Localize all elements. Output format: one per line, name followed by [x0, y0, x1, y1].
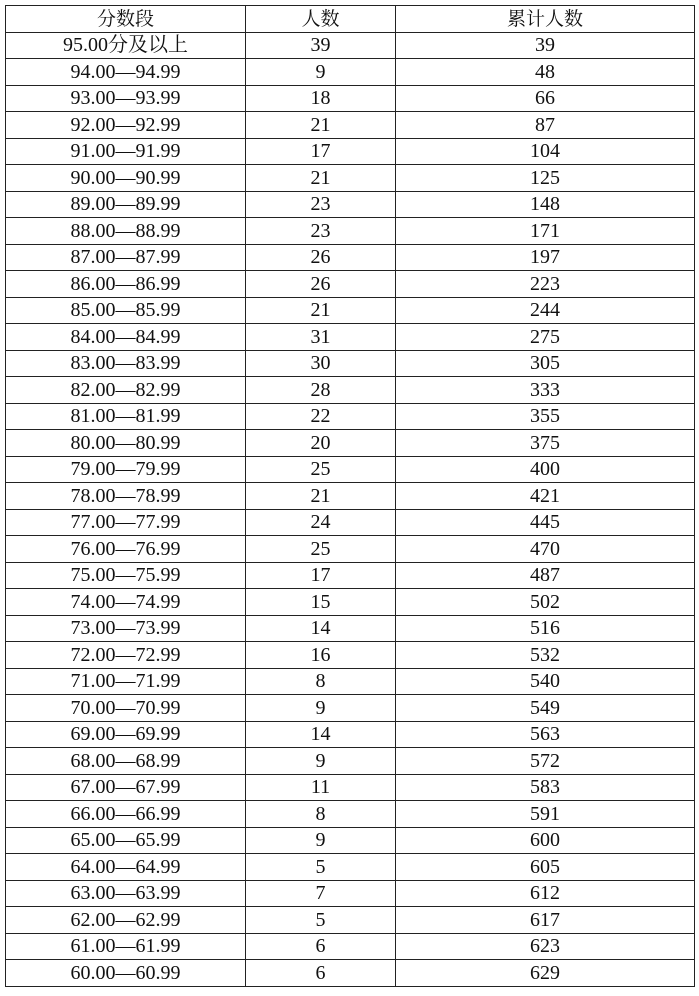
header-score-range: 分数段 — [6, 6, 246, 33]
cumulative-count-cell: 487 — [396, 562, 695, 589]
count-cell: 6 — [246, 960, 396, 987]
table-row — [6, 668, 695, 695]
table-row — [6, 430, 695, 457]
cumulative-count-cell: 572 — [396, 748, 695, 775]
score-range-cell: 85.00—85.99 — [6, 297, 246, 324]
table-row — [6, 138, 695, 165]
cumulative-count-cell: 583 — [396, 774, 695, 801]
score-range-cell: 81.00—81.99 — [6, 403, 246, 430]
cumulative-count-cell: 400 — [396, 456, 695, 483]
table-row — [6, 827, 695, 854]
cumulative-count-cell: 125 — [396, 165, 695, 192]
count-cell: 31 — [246, 324, 396, 351]
cumulative-count-cell: 66 — [396, 85, 695, 112]
score-range-cell: 71.00—71.99 — [6, 668, 246, 695]
table-row — [6, 112, 695, 139]
count-cell: 25 — [246, 536, 396, 563]
count-cell: 9 — [246, 827, 396, 854]
count-cell: 21 — [246, 112, 396, 139]
cumulative-count-cell: 623 — [396, 933, 695, 960]
count-cell: 21 — [246, 483, 396, 510]
table-header-row — [6, 6, 695, 33]
score-range-cell: 63.00—63.99 — [6, 880, 246, 907]
score-range-cell: 61.00—61.99 — [6, 933, 246, 960]
score-distribution-table — [5, 5, 695, 987]
cumulative-count-cell: 549 — [396, 695, 695, 722]
table-row — [6, 191, 695, 218]
cumulative-count-cell: 333 — [396, 377, 695, 404]
count-cell: 15 — [246, 589, 396, 616]
score-range-cell: 70.00—70.99 — [6, 695, 246, 722]
cumulative-count-cell: 171 — [396, 218, 695, 245]
count-cell: 9 — [246, 748, 396, 775]
score-range-cell: 87.00—87.99 — [6, 244, 246, 271]
cumulative-count-cell: 629 — [396, 960, 695, 987]
count-cell: 11 — [246, 774, 396, 801]
count-cell: 23 — [246, 191, 396, 218]
count-cell: 9 — [246, 695, 396, 722]
count-cell: 14 — [246, 721, 396, 748]
table-row — [6, 244, 695, 271]
table-row — [6, 509, 695, 536]
count-cell: 26 — [246, 244, 396, 271]
table-row — [6, 562, 695, 589]
score-range-cell: 65.00—65.99 — [6, 827, 246, 854]
cumulative-count-cell: 39 — [396, 32, 695, 59]
score-range-cell: 86.00—86.99 — [6, 271, 246, 298]
score-range-cell: 66.00—66.99 — [6, 801, 246, 828]
table-row — [6, 721, 695, 748]
table-row — [6, 933, 695, 960]
table-row — [6, 615, 695, 642]
count-cell: 9 — [246, 59, 396, 86]
score-range-cell: 77.00—77.99 — [6, 509, 246, 536]
table-row — [6, 456, 695, 483]
count-cell: 8 — [246, 668, 396, 695]
count-cell: 21 — [246, 297, 396, 324]
table-row — [6, 350, 695, 377]
score-range-cell: 92.00—92.99 — [6, 112, 246, 139]
cumulative-count-cell: 148 — [396, 191, 695, 218]
cumulative-count-cell: 591 — [396, 801, 695, 828]
table-row — [6, 483, 695, 510]
table-row — [6, 854, 695, 881]
count-cell: 22 — [246, 403, 396, 430]
cumulative-count-cell: 540 — [396, 668, 695, 695]
score-range-cell: 76.00—76.99 — [6, 536, 246, 563]
cumulative-count-cell: 48 — [396, 59, 695, 86]
count-cell: 8 — [246, 801, 396, 828]
score-range-cell: 75.00—75.99 — [6, 562, 246, 589]
table-row — [6, 297, 695, 324]
count-cell: 20 — [246, 430, 396, 457]
cumulative-count-cell: 563 — [396, 721, 695, 748]
table-row — [6, 695, 695, 722]
cumulative-count-cell: 223 — [396, 271, 695, 298]
count-cell: 24 — [246, 509, 396, 536]
table-row — [6, 589, 695, 616]
table-row — [6, 324, 695, 351]
table-row — [6, 165, 695, 192]
table-row — [6, 85, 695, 112]
count-cell: 17 — [246, 138, 396, 165]
cumulative-count-cell: 600 — [396, 827, 695, 854]
table-row — [6, 774, 695, 801]
count-cell: 25 — [246, 456, 396, 483]
score-range-cell: 64.00—64.99 — [6, 854, 246, 881]
score-range-cell: 83.00—83.99 — [6, 350, 246, 377]
cumulative-count-cell: 275 — [396, 324, 695, 351]
table-row — [6, 907, 695, 934]
cumulative-count-cell: 605 — [396, 854, 695, 881]
score-range-cell: 73.00—73.99 — [6, 615, 246, 642]
cumulative-count-cell: 617 — [396, 907, 695, 934]
cumulative-count-cell: 244 — [396, 297, 695, 324]
table-row — [6, 748, 695, 775]
cumulative-count-cell: 305 — [396, 350, 695, 377]
table-row — [6, 218, 695, 245]
score-range-cell: 72.00—72.99 — [6, 642, 246, 669]
cumulative-count-cell: 197 — [396, 244, 695, 271]
table-row — [6, 880, 695, 907]
table-row — [6, 403, 695, 430]
score-range-cell: 89.00—89.99 — [6, 191, 246, 218]
count-cell: 5 — [246, 854, 396, 881]
cumulative-count-cell: 502 — [396, 589, 695, 616]
score-range-cell: 94.00—94.99 — [6, 59, 246, 86]
count-cell: 26 — [246, 271, 396, 298]
header-count: 人数 — [246, 6, 396, 33]
table-row — [6, 536, 695, 563]
cumulative-count-cell: 612 — [396, 880, 695, 907]
table-row — [6, 377, 695, 404]
score-range-cell: 82.00—82.99 — [6, 377, 246, 404]
cumulative-count-cell: 104 — [396, 138, 695, 165]
cumulative-count-cell: 516 — [396, 615, 695, 642]
count-cell: 23 — [246, 218, 396, 245]
cumulative-count-cell: 355 — [396, 403, 695, 430]
count-cell: 17 — [246, 562, 396, 589]
table-row — [6, 642, 695, 669]
score-range-cell: 68.00—68.99 — [6, 748, 246, 775]
header-cumulative-count: 累计人数 — [396, 6, 695, 33]
score-range-cell: 84.00—84.99 — [6, 324, 246, 351]
cumulative-count-cell: 470 — [396, 536, 695, 563]
score-range-cell: 74.00—74.99 — [6, 589, 246, 616]
count-cell: 5 — [246, 907, 396, 934]
table-row — [6, 801, 695, 828]
table-row — [6, 960, 695, 987]
count-cell: 16 — [246, 642, 396, 669]
count-cell: 7 — [246, 880, 396, 907]
score-range-cell: 69.00—69.99 — [6, 721, 246, 748]
table-row — [6, 271, 695, 298]
score-range-cell: 78.00—78.99 — [6, 483, 246, 510]
count-cell: 30 — [246, 350, 396, 377]
score-range-cell: 60.00—60.99 — [6, 960, 246, 987]
cumulative-count-cell: 445 — [396, 509, 695, 536]
cumulative-count-cell: 532 — [396, 642, 695, 669]
cumulative-count-cell: 375 — [396, 430, 695, 457]
score-range-cell: 95.00分及以上 — [6, 32, 246, 59]
score-range-cell: 80.00—80.99 — [6, 430, 246, 457]
table-row — [6, 59, 695, 86]
count-cell: 21 — [246, 165, 396, 192]
table-row — [6, 32, 695, 59]
score-range-cell: 90.00—90.99 — [6, 165, 246, 192]
score-range-cell: 67.00—67.99 — [6, 774, 246, 801]
count-cell: 18 — [246, 85, 396, 112]
score-range-cell: 91.00—91.99 — [6, 138, 246, 165]
score-range-cell: 88.00—88.99 — [6, 218, 246, 245]
cumulative-count-cell: 87 — [396, 112, 695, 139]
score-range-cell: 62.00—62.99 — [6, 907, 246, 934]
count-cell: 39 — [246, 32, 396, 59]
count-cell: 6 — [246, 933, 396, 960]
table-body — [6, 32, 695, 986]
score-range-cell: 79.00—79.99 — [6, 456, 246, 483]
score-range-cell: 93.00—93.99 — [6, 85, 246, 112]
count-cell: 28 — [246, 377, 396, 404]
cumulative-count-cell: 421 — [396, 483, 695, 510]
count-cell: 14 — [246, 615, 396, 642]
